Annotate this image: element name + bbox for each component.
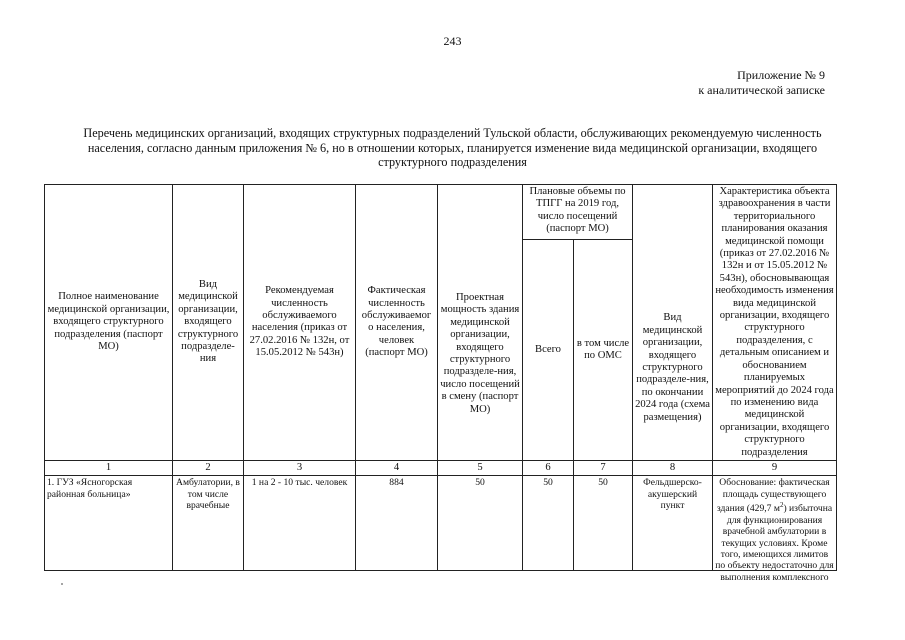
cell-visits-oms: 50 (574, 476, 633, 571)
cell-recommended-population: 1 на 2 - 10 тыс. человек (244, 476, 356, 571)
cell-visits-total: 50 (523, 476, 574, 571)
page-number: 243 (443, 34, 462, 48)
appendix-line-1: Приложение № 9 (737, 68, 825, 82)
header-col-5: Проектная мощность здания медицинской организации, входящего структурного подразделе-ния, число посещений в смену (паспорт МО) (438, 185, 523, 461)
rationale-part-1: Обоснование: фактическая площадь существующего здания (429,7 м (716, 477, 830, 515)
column-numbers-row (45, 460, 837, 475)
header-col-6-7: Плановые объемы по ТПГГ на 2019 год, число посещений (паспорт МО) (523, 185, 633, 240)
header-col-4: Фактическая численность обслуживаемог о населения, человек (паспорт МО) (356, 185, 438, 461)
cell-type-2024: Фельдшерско-акушерский пункт (633, 476, 713, 571)
rationale-superscript: 2 (779, 501, 784, 510)
rationale-text (715, 477, 834, 583)
cell-rationale (713, 476, 837, 583)
rationale-part-2: ) избыточна для функционирования врачебной амбулатории в текущих условиях. Кроме того, имеющихся лимитов по объекту недостаточно для выполнения комплексного (715, 503, 834, 583)
column-number: 8 (633, 460, 713, 475)
header-col-9: Характеристика объекта здравоохранения в части территориального планирования оказания медицинской помощи (приказ от 27.02.2016 № 132н и от 15.05.2012 № 543н), обосновывающая необходимость изменения вида медицинской организации, входящего структурного подразделения, с детальным описанием и обоснованием планируемых мероприятий до 2024 года по изменению вида медицинской организации, входящего структурного подразделения (713, 185, 837, 461)
appendix-line-2: к аналитической записке (698, 83, 825, 97)
column-number: 4 (356, 460, 438, 475)
column-number: 3 (244, 460, 356, 475)
column-number: 2 (173, 460, 244, 475)
column-number: 9 (713, 460, 837, 475)
header-col-3: Рекомендуемая численность обслуживаемого населения (приказ от 27.02.2016 № 132н, от 15.05.2012 № 543н) (244, 185, 356, 461)
column-number: 1 (45, 460, 173, 475)
cell-actual-population: 884 (356, 476, 438, 571)
column-number: 7 (574, 460, 633, 475)
appendix-label (698, 68, 825, 98)
header-col-6: Всего (523, 240, 574, 461)
cell-capacity: 50 (438, 476, 523, 571)
header-col-7: в том числе по ОМС (574, 240, 633, 461)
document-title: Перечень медицинских организаций, входящих структурных подразделений Тульской области, обслуживающих рекомендуемую численность населения, согласно данным приложения № 6, но в отношении которых, планируется изменение вида медицинской организации, входящего структурного подразделения (83, 126, 822, 169)
column-number: 5 (438, 460, 523, 475)
organizations-table (44, 184, 837, 583)
cell-organization-type: Амбулатории, в том числе врачебные (173, 476, 244, 571)
cell-organization-name: 1. ГУЗ «Ясногорская районная больница» (45, 476, 173, 571)
column-number: 6 (523, 460, 574, 475)
header-col-8: Вид медицинской организации, входящего структурного подразделе-ния, по окончании 2024 года (схема размещения) (633, 185, 713, 461)
header-col-1: Полное наименование медицинской организации, входящего структурного подразделения (паспорт МО) (45, 185, 173, 461)
header-col-2: Вид медицинской организации, входящего структурного подразделе-ния (173, 185, 244, 461)
scan-artifact (61, 583, 63, 585)
table-row (45, 476, 837, 571)
